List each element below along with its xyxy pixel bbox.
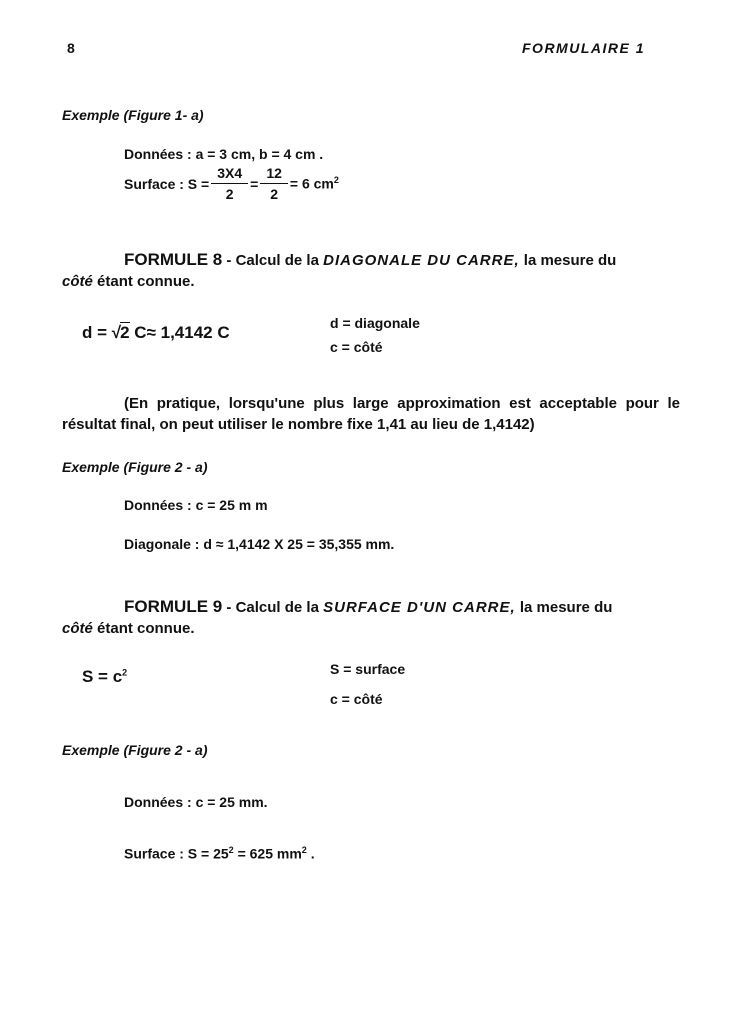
formula-left: d = [82,323,112,342]
formule9-cote: côté [62,620,93,637]
formule8-line2: étant connue. [92,273,195,290]
formula-right: C≈ 1,4142 C [129,323,230,342]
surface-mid: = 625 mm [233,845,302,862]
example2-data: Données : c = 25 m m [124,497,268,513]
fraction-denominator: 2 [225,186,234,202]
formule9-text-a: - Calcul de la [222,599,324,616]
example3-data: Données : c = 25 mm. [124,794,268,810]
formule8-text-b: la mesure du [519,252,617,269]
formula-text: S = c [82,667,123,686]
formule8-label: FORMULE 8 [124,250,223,269]
example1-data: Données : a = 3 cm, b = 4 cm . [124,146,324,162]
formule9-text-b: la mesure du [515,599,613,616]
formule8-title: DIAGONALE DU CARRE, [323,252,520,269]
exponent: 2 [333,175,339,186]
formule8-legend-c: c = côté [330,339,383,355]
formule9-line2: étant connue. [92,620,195,637]
example1-surface [124,165,339,202]
sqrt-icon: √ [111,323,122,342]
surface-end: . [306,845,315,862]
fraction-12-over-2 [260,165,288,202]
formule9-title: SURFACE D'UN CARRE, [323,599,516,616]
fraction-denominator: 2 [270,186,278,202]
equals-sign: = [250,175,259,192]
example2-diagonal: Diagonale : d ≈ 1,4142 X 25 = 35,355 mm. [124,536,395,552]
formule9-formula [82,667,127,687]
page-number: 8 [67,40,75,56]
formule9-description [62,597,682,637]
formule9-legend-c: c = côté [330,691,383,707]
formule9-legend-s: S = surface [330,661,406,677]
example3-surface [124,845,315,862]
exponent: 2 [228,845,234,855]
formule8-formula [82,322,230,343]
sqrt-radicand: 2 [120,323,130,342]
formule9-label: FORMULE 9 [124,597,223,616]
formule8-legend-d: d = diagonale [330,315,420,331]
fraction-numerator: 12 [260,165,288,184]
exponent: 2 [122,667,128,678]
surface-pre: Surface : S = 25 [124,845,229,862]
formule8-description [62,250,682,290]
result-text: = 6 cm [289,175,334,192]
formule8-note: (En pratique, lorsqu'une plus large approximation est acceptable pour le résultat final, on peut utiliser le nombre fixe 1,41 au lieu de 1,4142) [62,395,680,433]
fraction-numerator: 3X4 [211,165,248,184]
example1-surface-label: Surface : S = [124,175,210,192]
example1-result [290,175,339,192]
example1-heading: Exemple (Figure 1- a) [62,107,204,123]
running-title: FORMULAIRE 1 [522,40,645,56]
fraction-3x4-over-2 [211,165,248,202]
example3-heading: Exemple (Figure 2 - a) [62,742,208,758]
formule8-text-a: - Calcul de la [222,252,324,269]
exponent: 2 [301,845,307,855]
formule8-cote: côté [62,273,93,290]
example2-heading: Exemple (Figure 2 - a) [62,459,208,475]
